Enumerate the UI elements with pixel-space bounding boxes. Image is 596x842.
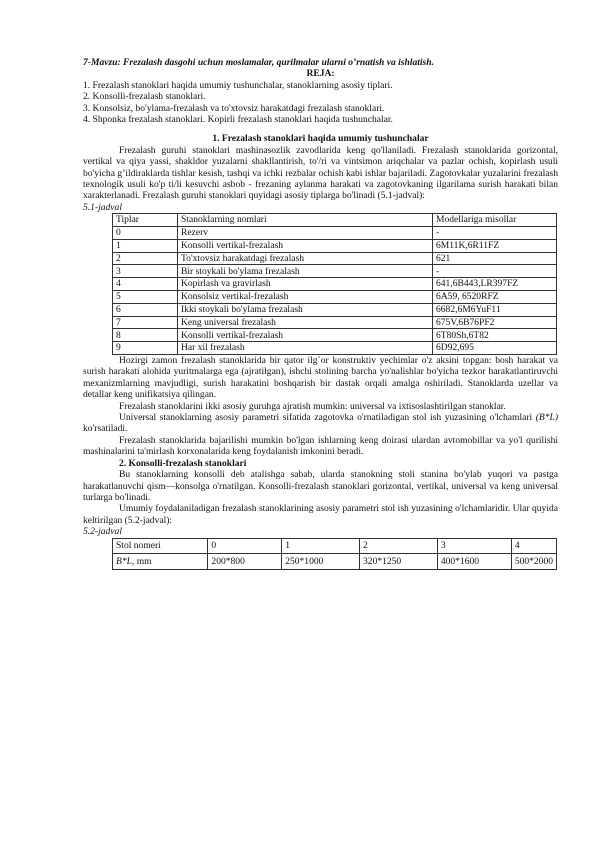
table-cell: Konsolli vertikal-frezalash <box>178 239 433 252</box>
section1-paragraph: Frezalash stanoklarida bajarilishi mumkin bo'lgan ishlarning keng doirasi ulardan avtomobillar va yo'l qurilishi mashinalarini ta'mirlash korxonalarida keng foydalanish imkonini beradi. <box>83 434 558 458</box>
table-row <box>113 329 557 342</box>
plan-item: 1. Frezalash stanoklari haqida umumiy tushunchalar, stanoklarning asosiy tiplari. <box>83 79 393 91</box>
table2-label: 5.2-jadval <box>83 526 122 538</box>
section2-title: 2. Konsolli-frezalash stanoklari <box>119 457 247 469</box>
topic-heading: 7-Mavzu: Frezalash dasgohi uchun moslamalar, qurilmalar ularni o’rnatish va ishlatish. <box>83 57 434 68</box>
section1-paragraph: Frezalash stanoklarini ikki asosiy guruhga ajratish mumkin: universal va ixtisoslashtirilgan stanoklar. <box>119 400 506 412</box>
plan-title: REJA: <box>306 68 335 80</box>
table-cell: Stol nomeri <box>113 538 208 554</box>
table-cell: 0 <box>208 538 282 554</box>
table-header-cell: Tiplar <box>113 214 178 227</box>
table-cell: 675V,6B76PF2 <box>433 316 557 329</box>
table-header-cell: Modellariga misollar <box>433 214 557 227</box>
table-cell: 4 <box>113 278 178 291</box>
table-cell: 5 <box>113 291 178 304</box>
paragraph-emphasis: (B*L) <box>535 412 558 424</box>
table-cell: Keng universal frezalash <box>178 316 433 329</box>
table-row <box>113 252 557 265</box>
cell-emphasis: B*L <box>116 555 132 567</box>
table-cell <box>113 554 208 570</box>
table-cell: - <box>433 227 557 240</box>
plan-item: 3. Konsolsiz, bo'ylama-frezalash va to'xtovsiz harakatdagi frezalash stanoklari. <box>83 102 385 114</box>
table-cell: 9 <box>113 342 178 355</box>
table-cell: 4 <box>511 538 556 554</box>
table-row <box>113 227 557 240</box>
table-header-cell: Stanoklarning nomlari <box>178 214 433 227</box>
table-cell: 6D92,695 <box>433 342 557 355</box>
table-cell: Konsolsiz vertikal-frezalash <box>178 291 433 304</box>
table-5-2 <box>112 538 557 570</box>
table-cell: 8 <box>113 329 178 342</box>
table-cell: 400*1600 <box>437 554 511 570</box>
table-cell: 6T80Sh,6T82 <box>433 329 557 342</box>
table-cell: 3 <box>113 265 178 278</box>
section2-paragraph: Bu stanoklarning konsolli deb atalishga sabab, ularda stanokning stoli stanina bo'ylab yuqori va pastga harakatlanuvchi qism—konsolga o'rnatilgan. Konsolli-frezalash stanoklari gorizontal, vertikal, universal va keng universal turlarga bo'linadi. <box>83 469 558 503</box>
table-cell: 6 <box>113 303 178 316</box>
table-row <box>113 554 557 570</box>
table-cell: 500*2000 <box>511 554 556 570</box>
table-row <box>113 538 557 554</box>
plan-item: 4. Shponka frezalash stanoklari. Kopirli frezalash stanoklari haqida tushunchalar. <box>83 114 393 126</box>
table-cell: Rezerv <box>178 227 433 240</box>
table-row <box>113 265 557 278</box>
cell-text: , mm <box>131 555 152 567</box>
table-cell: Kopirlash va gravirlash <box>178 278 433 291</box>
plan-list <box>83 80 558 126</box>
table-cell: 6A59, 6520RFZ <box>433 291 557 304</box>
table-cell: 6682,6M6YuF11 <box>433 303 557 316</box>
section2-paragraph: Umumiy foydalaniladigan frezalash stanoklarining asosiy parametri stol ish yuzasining o'lchamlaridir. Ular quyida keltirilgan (5.2-jadval): <box>83 503 558 526</box>
plan-item: 2. Konsolli-frezalash stanoklari. <box>83 91 206 103</box>
table-cell: Konsolli vertikal-frezalash <box>178 329 433 342</box>
table-5-1 <box>112 213 557 355</box>
table-cell: 1 <box>282 538 360 554</box>
table-cell: To'xtovsiz harakatdagi frezalash <box>178 252 433 265</box>
table-row <box>113 303 557 316</box>
table-cell: 3 <box>437 538 511 554</box>
table-row <box>113 278 557 291</box>
table-cell: 2 <box>360 538 438 554</box>
table-row <box>113 291 557 304</box>
table-row <box>113 239 557 252</box>
table-cell: 6M11K,6R11FZ <box>433 239 557 252</box>
table-cell: 320*1250 <box>360 554 438 570</box>
table-header-row <box>113 214 557 227</box>
table-cell: Ikki stoykali bo'ylama frezalash <box>178 303 433 316</box>
table-cell: 200*800 <box>208 554 282 570</box>
table1-label: 5.1-jadval <box>83 201 122 213</box>
section1-paragraph: Frezalash guruhi stanoklari mashinasozlik zavodlarida keng qo'llaniladi. Frezalash stanoklarida gorizontal, vertikal va qiya yassi, shakldor yuzalarni shakllantirish, to'/ri va vintsimon ariqchalar va pazlar ochish, kopirlash usuli bo'yicha g’ildiraklarda tishlar kesish, tashqi va ichki rezbalar ochish kabi ishlar bajariladi. Zagotovkalar yuzalarini frezalash texnologik usuli ko'p ti/li kesuvchi asbob - frezaning aylanma harakati va zagotovkaning ilgarilama surish harakati bilan xarakterlanadi. Frezalash guruhi stanoklari quyidagi asosiy tiplarga bo'linadi (5.1-jadval): <box>83 144 558 202</box>
table-cell: - <box>433 265 557 278</box>
section1-paragraph: Hozirgi zamon frezalash stanoklarida bir qator ilg`or konstruktiv yechimlar o'z aksini topgan: bosh harakat va surish harakati alohida yuritmalarga ega (ajratilgan), ishchi stolining barcha yo'nalishlar bo'yicha tezkor harakatlantiruvchi mexanizmlarning mavjudligi, surish harakatini boshqarish bir dastak orqali amalga oshiriladi. Stanoklarda uzellar va detallar keng unifikatsiya qilingan. <box>83 355 558 401</box>
section1-title: 1. Frezalash stanoklari haqida umumiy tushunchalar <box>212 133 429 145</box>
table-cell: 250*1000 <box>282 554 360 570</box>
table-row <box>113 316 557 329</box>
table-cell: 1 <box>113 239 178 252</box>
table-cell: Har xil frezalash <box>178 342 433 355</box>
table-cell: Bir stoykali bo'ylama frezalash <box>178 265 433 278</box>
table-row <box>113 342 557 355</box>
table-cell: 2 <box>113 252 178 265</box>
table-cell: 641,6B443,LR397FZ <box>433 278 557 291</box>
section1-paragraph <box>83 412 558 435</box>
paragraph-text: Universal stanoklarning asosiy parametri sifatida zagotovka o'rnatiladigan stol ish yuzasining o'lchamlari <box>119 412 536 424</box>
table-cell: 0 <box>113 227 178 240</box>
table-cell: 621 <box>433 252 557 265</box>
paragraph-text: ko'rsatiladi. <box>83 423 128 435</box>
document-content <box>83 57 558 570</box>
table-cell: 7 <box>113 316 178 329</box>
